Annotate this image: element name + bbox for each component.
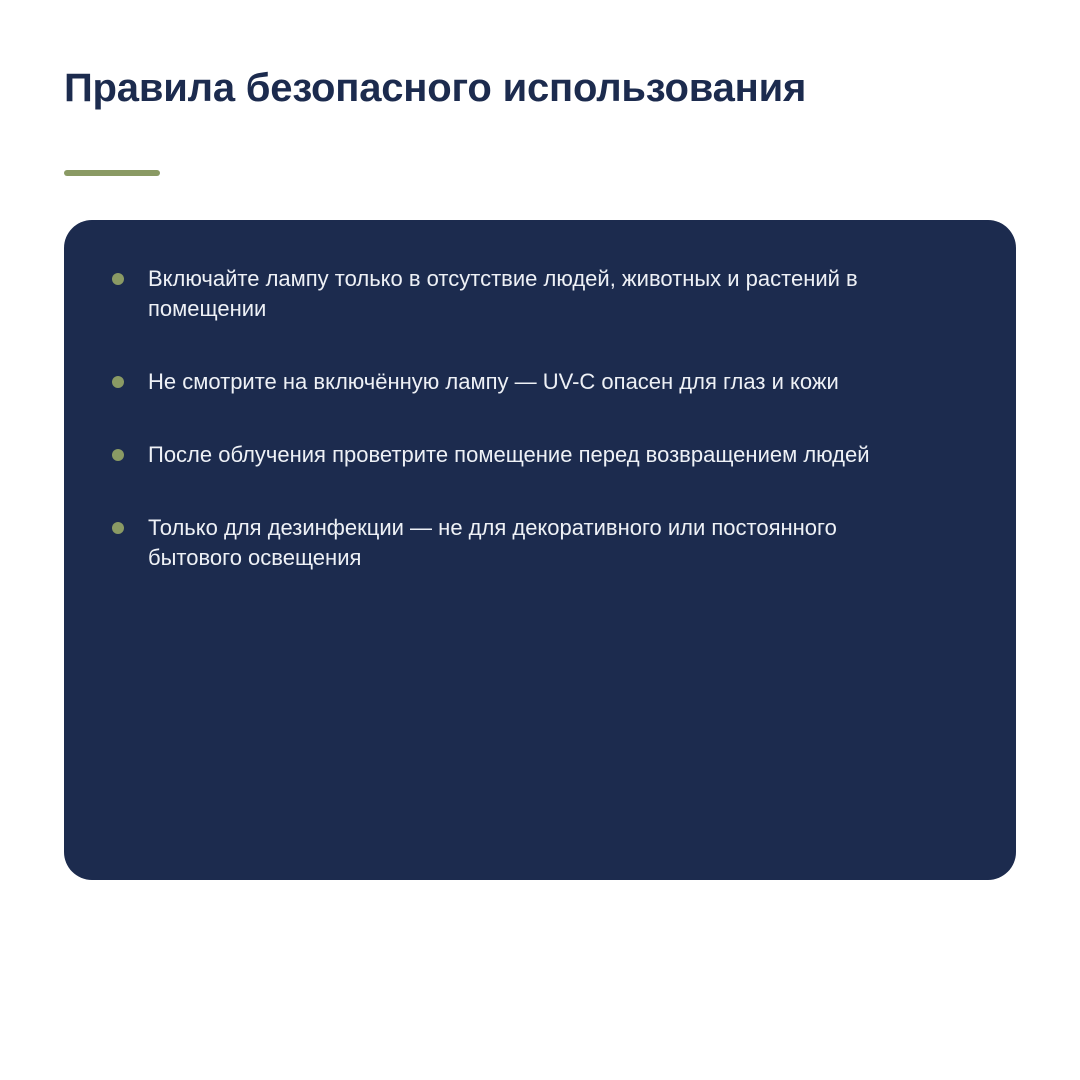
rule-item: [112, 513, 932, 573]
rule-text: После облучения проветрите помещение перед возвращением людей: [148, 442, 870, 467]
rule-item: [112, 440, 932, 470]
rule-text: Не смотрите на включённую лампу — UV-C опасен для глаз и кожи: [148, 369, 839, 394]
bullet-dot-icon: [112, 449, 124, 461]
rule-text: Только для дезинфекции — не для декоративного или постоянного бытового освещения: [148, 515, 837, 570]
accent-divider: [64, 170, 160, 176]
bullet-dot-icon: [112, 522, 124, 534]
bullet-dot-icon: [112, 376, 124, 388]
rule-item: [112, 367, 932, 397]
page-title: Правила безопасного использования: [64, 66, 807, 110]
rule-item: [112, 264, 932, 324]
rules-card: [64, 220, 1016, 880]
rules-list: [112, 264, 932, 616]
rule-text: Включайте лампу только в отсутствие людей, животных и растений в помещении: [148, 266, 858, 321]
bullet-dot-icon: [112, 273, 124, 285]
